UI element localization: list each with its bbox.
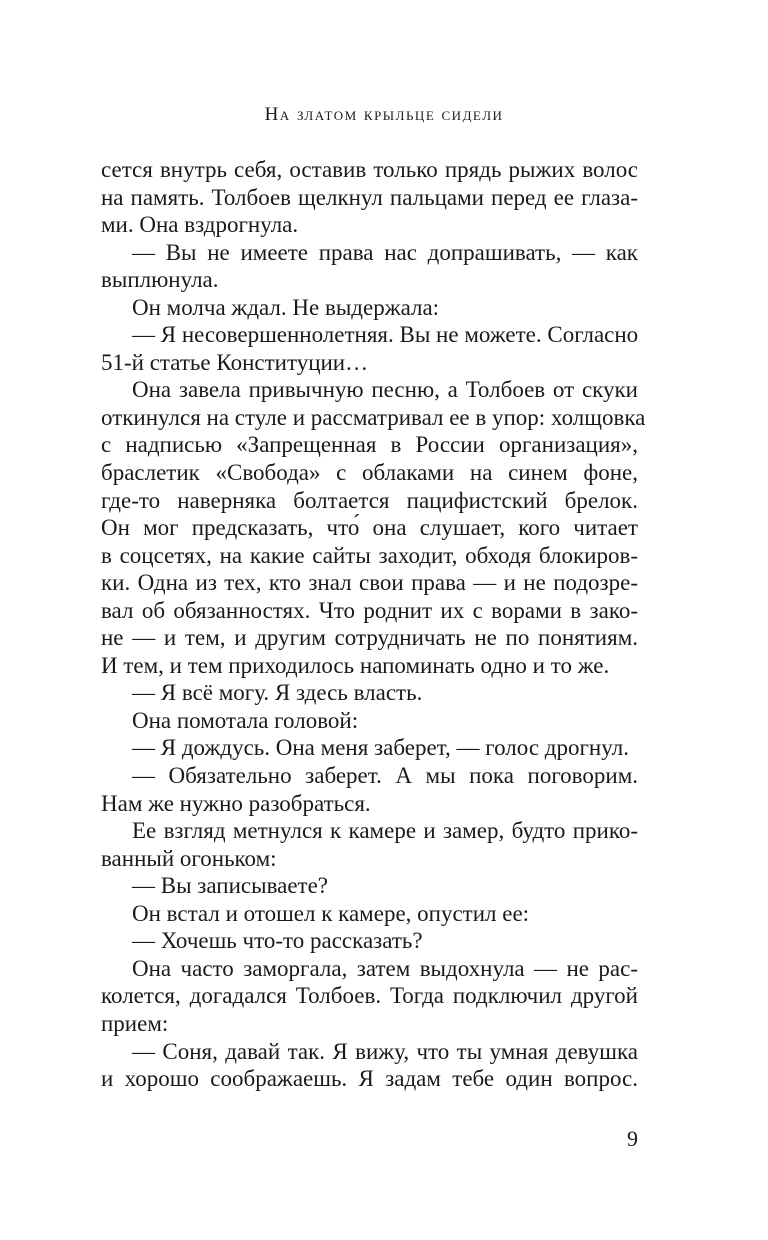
text-line: Он встал и отошел к камере, опустил ее: <box>132 900 530 926</box>
text-line: в соцсетях, на какие сайты заходит, обходя блокиров- <box>101 542 638 568</box>
text-line: где-то наверняка болтается пацифистский брелок. <box>101 487 638 513</box>
text-line: не — и тем, и другим сотрудничать не по понятиям. <box>101 625 638 651</box>
text-line: Он молча ждал. Не выдержала: <box>132 294 440 320</box>
running-head-title: На златом крыльце сидели <box>264 104 504 125</box>
text-line: — Вы записываете? <box>132 873 329 899</box>
text-line: Нам же нужно разобраться. <box>101 790 371 816</box>
body-text <box>101 156 646 1093</box>
text-line: на память. Толбоев щелкнул пальцами перед ее глаза- <box>101 184 638 210</box>
text-line: — Соня, давай так. Я вижу, что ты умная девушка <box>132 1038 638 1064</box>
text-line: сется внутрь себя, оставив только прядь рыжих волос <box>101 157 638 182</box>
text-line: Она часто заморгала, затем выдохнула — не рас- <box>132 955 638 981</box>
text-line: откинулся на стуле и рассматривал ее в упор: холщовка <box>101 404 646 430</box>
text-line: ванный огоньком: <box>101 845 277 871</box>
text-line: браслетик «Свобода» с облаками на синем фоне, <box>101 460 638 486</box>
text-line: с надписью «Запрещенная в России организация», <box>101 432 638 458</box>
text-line: — Хочешь что-то рассказать? <box>132 928 423 954</box>
text-line: Она помотала головой: <box>132 707 359 733</box>
text-line: ки. Одна из тех, кто знал свои права — и не подозре- <box>101 570 638 596</box>
text-line: и хорошо соображаешь. Я задам тебе один вопрос. <box>101 1066 638 1092</box>
text-line: Он мог предсказать, что́ она слушает, кого читает <box>101 515 638 541</box>
text-line: 51-й статье Конституции… <box>101 349 369 375</box>
text-line: Ее взгляд метнулся к камере и замер, будто прико- <box>132 818 638 844</box>
text-line: — Я всё могу. Я здесь власть. <box>132 680 423 706</box>
text-line: ми. Она вздрогнула. <box>101 212 299 238</box>
text-line: — Я дождусь. Она меня заберет, — голос дрогнул. <box>132 735 629 761</box>
text-line: — Вы не имеете права нас допрашивать, — как <box>132 239 638 265</box>
text-line: вал об обязанностях. Что роднит их с ворами в зако- <box>101 597 638 623</box>
text-line: — Я несовершеннолетняя. Вы не можете. Согласно <box>132 322 639 348</box>
text-line: — Обязательно заберет. А мы пока поговорим. <box>132 763 638 789</box>
text-line: прием: <box>101 1010 169 1036</box>
page-number: 9 <box>627 1126 638 1151</box>
text-line: колется, догадался Толбоев. Тогда подключил другой <box>101 983 638 1009</box>
text-line: выплюнула. <box>101 267 219 293</box>
text-line: Она завела привычную песню, а Толбоев от скуки <box>132 377 638 403</box>
text-line: И тем, и тем приходилось напоминать одно и то же. <box>101 652 610 678</box>
